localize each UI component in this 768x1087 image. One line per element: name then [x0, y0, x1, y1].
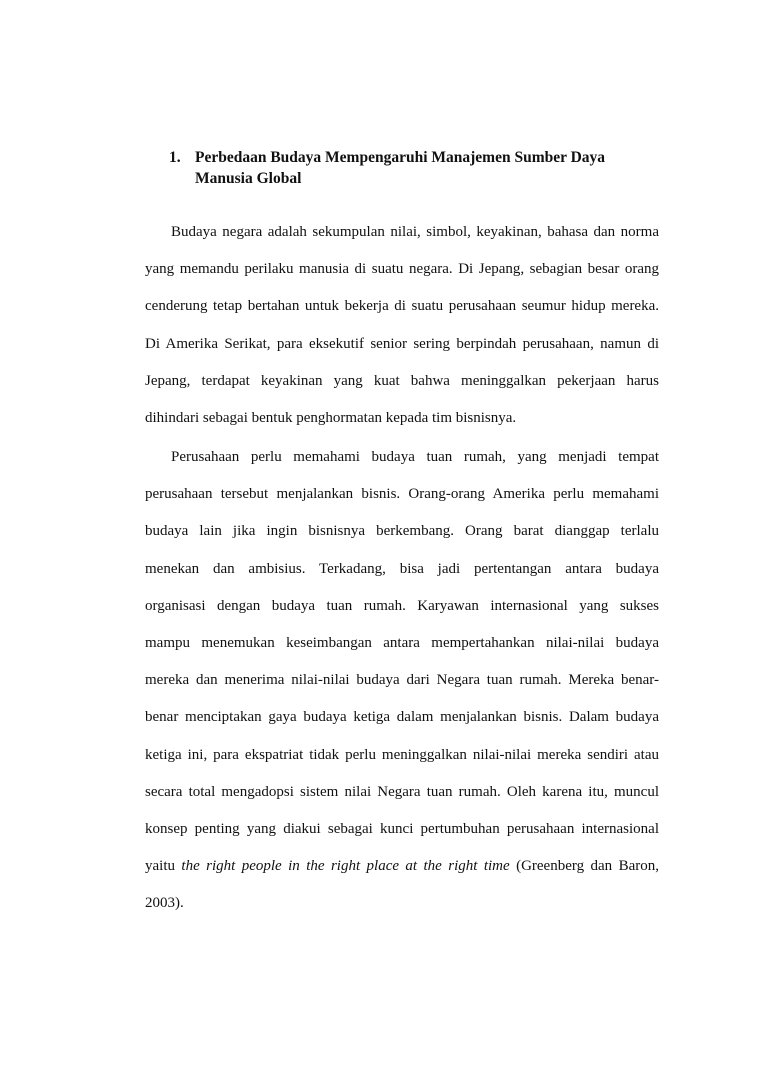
paragraph-line: Di Amerika Serikat, para eksekutif senior sering berpindah perusahaan, namun di: [145, 335, 659, 352]
paragraph-line: cenderung tetap bertahan untuk bekerja di suatu perusahaan seumur hidup mereka.: [145, 298, 659, 315]
paragraph-line-citation: [145, 848, 659, 885]
heading-title: [195, 147, 649, 189]
paragraph-line: budaya lain jika ingin bisnisnya berkembang. Orang barat dianggap terlalu: [145, 523, 659, 540]
italic-phrase: the right people in the right place at the right time: [181, 858, 510, 875]
paragraph-line: yang memandu perilaku manusia di suatu negara. Di Jepang, sebagian besar orang: [145, 261, 659, 278]
paragraph-2: [145, 439, 659, 922]
paragraph-line: benar menciptakan gaya budaya ketiga dalam menjalankan bisnis. Dalam budaya: [145, 709, 659, 726]
paragraph-line: ketiga ini, para ekspatriat tidak perlu meninggalkan nilai-nilai mereka sendiri atau: [145, 746, 659, 763]
paragraph-line: 2003).: [145, 895, 184, 912]
paragraph-line: secara total mengadopsi sistem nilai Negara tuan rumah. Oleh karena itu, muncul: [145, 783, 659, 800]
paragraph-line: konsep penting yang diakui sebagai kunci pertumbuhan perusahaan internasional: [145, 820, 659, 837]
citation-suffix: (Greenberg dan Baron,: [509, 858, 659, 875]
paragraph-line: dihindari sebagai bentuk penghormatan kepada tim bisnisnya.: [145, 409, 517, 426]
heading-number: 1.: [169, 149, 181, 166]
paragraph-line: Budaya negara adalah sekumpulan nilai, simbol, keyakinan, bahasa dan norma: [171, 224, 659, 240]
paragraph-line: menekan dan ambisius. Terkadang, bisa jadi pertentangan antara budaya: [145, 560, 659, 577]
paragraph-line: mereka dan menerima nilai-nilai budaya dari Negara tuan rumah. Mereka benar-: [145, 672, 659, 689]
paragraph-line: perusahaan tersebut menjalankan bisnis. Orang-orang Amerika perlu memahami: [145, 486, 659, 503]
paragraph-line: Perusahaan perlu memahami budaya tuan rumah, yang menjadi tempat: [171, 449, 659, 465]
paragraph-line: mampu menemukan keseimbangan antara mempertahankan nilai-nilai budaya: [145, 634, 659, 651]
heading-title-line-2: Manusia Global: [195, 170, 302, 187]
paragraph-1: [145, 214, 659, 437]
section-heading: [169, 147, 649, 189]
citation-prefix: yaitu: [145, 858, 182, 875]
heading-title-line-1: Perbedaan Budaya Mempengaruhi Manajemen Sumber Daya: [195, 149, 606, 166]
paragraph-line: organisasi dengan budaya tuan rumah. Karyawan internasional yang sukses: [145, 597, 659, 614]
paragraph-line: Jepang, terdapat keyakinan yang kuat bahwa meninggalkan pekerjaan harus: [145, 372, 659, 389]
